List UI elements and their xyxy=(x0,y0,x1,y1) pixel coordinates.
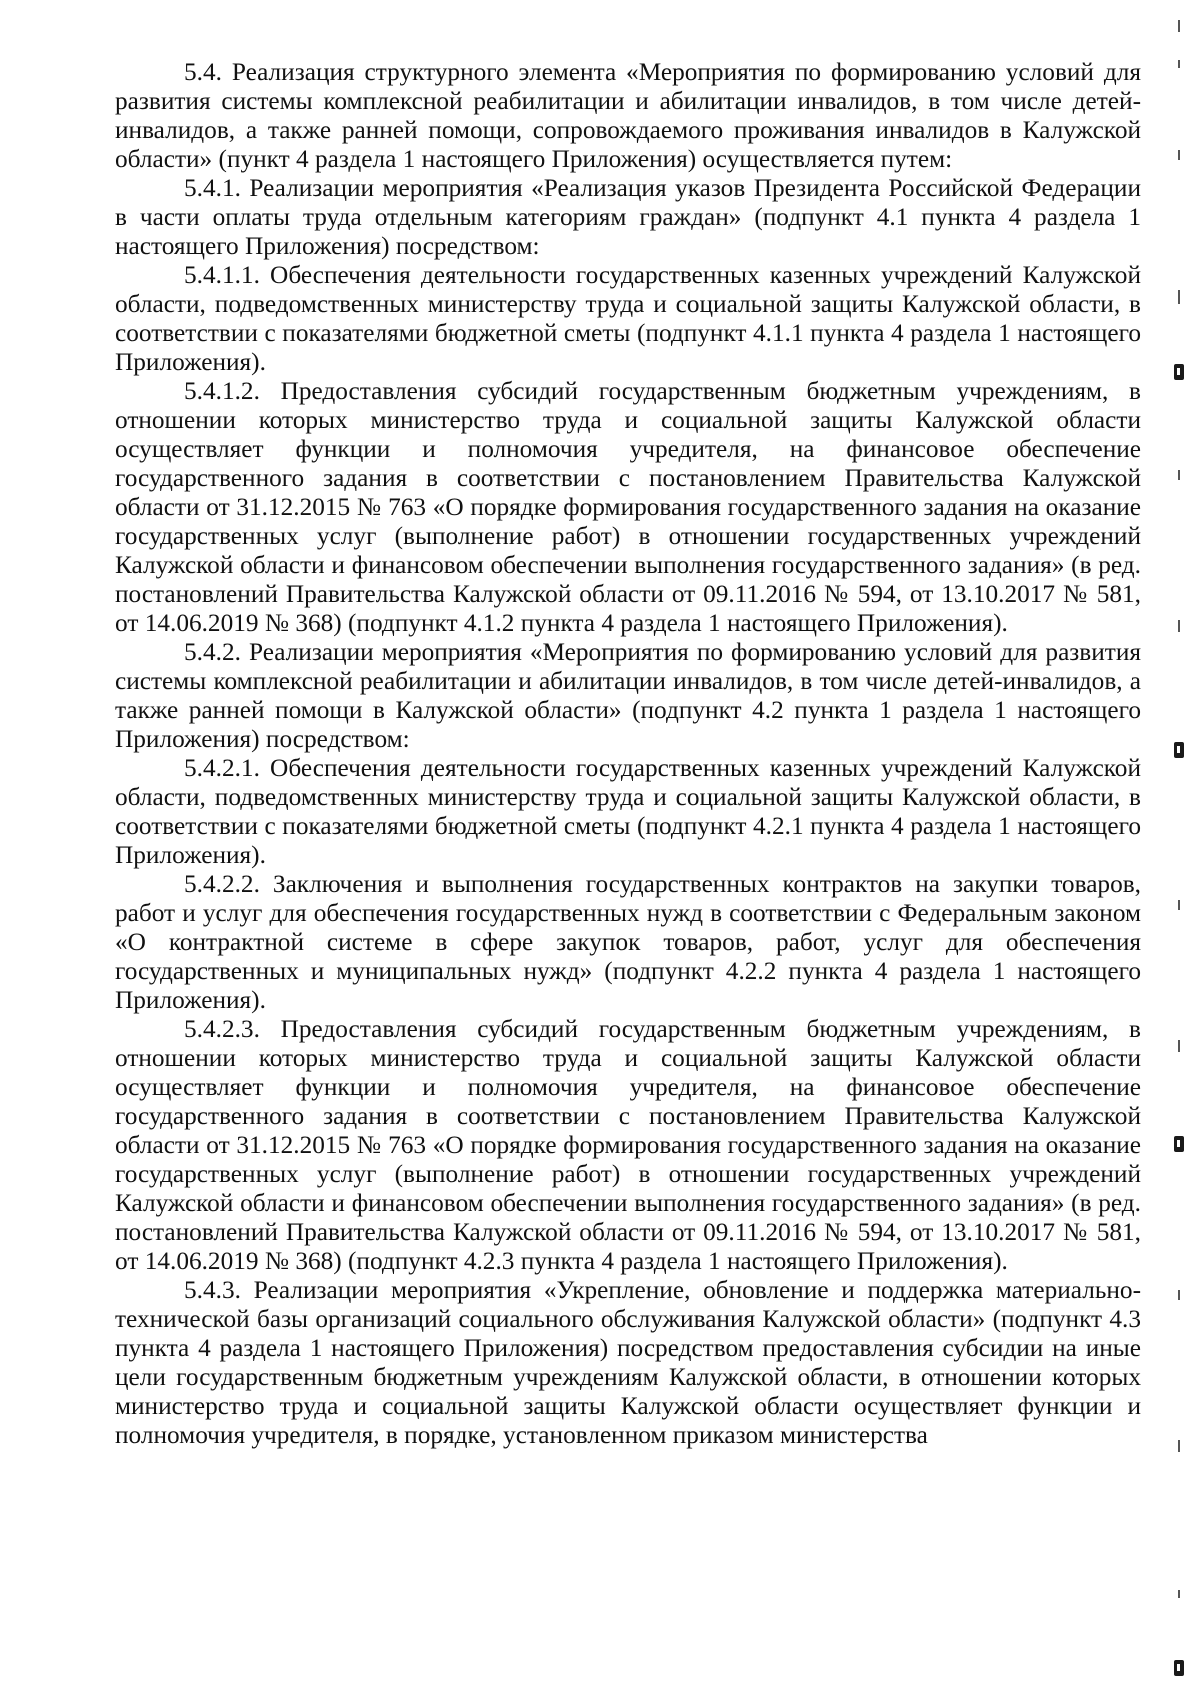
scan-dash-mark xyxy=(1178,1590,1180,1598)
paragraph-5-4-2-1: 5.4.2.1. Обеспечения деятельности государственных казенных учреждений Калужской области, подведомственных министерству труда и социальной защиты Калужской области, в соответствии с показателями бюджетной сметы (подпункт 4.2.1 пункта 4 раздела 1 настоящего Приложения). xyxy=(115,754,1141,869)
scan-dash-mark xyxy=(1178,60,1180,68)
scan-dash-mark xyxy=(1178,470,1180,480)
binding-hole-icon xyxy=(1174,742,1184,758)
paragraph-5-4-1-2: 5.4.1.2. Предоставления субсидий государственным бюджетным учреждениям, в отношении которых министерство труда и социальной защиты Калужской области осуществляет функции и полномочия учредителя, на финансовое обеспечение государственного задания в соответствии с постановлением Правительства Калужской области от 31.12.2015 № 763 «О порядке формирования государственного задания на оказание государственных услуг (выполнение работ) в отношении государственных учреждений Калужской области и финансовом обеспечении выполнения государственного задания» (в ред. постановлений Правительства Калужской области от 09.11.2016 № 594, от 13.10.2017 № 581, от 14.06.2019 № 368) (подпункт 4.1.2 пункта 4 раздела 1 настоящего Приложения). xyxy=(115,377,1141,637)
scan-dash-mark xyxy=(1178,20,1180,32)
binding-hole-icon xyxy=(1174,364,1184,380)
paragraph-5-4-2: 5.4.2. Реализации мероприятия «Мероприятия по формированию условий для развития системы комплексной реабилитации и абилитации инвалидов, в том числе детей-инвалидов, а также ранней помощи в Калужской области» (подпункт 4.2 пункта 1 раздела 1 настоящего Приложения) посредством: xyxy=(115,638,1141,753)
paragraph-5-4-3: 5.4.3. Реализации мероприятия «Укрепление, обновление и поддержка материально-технической базы организаций социального обслуживания Калужской области» (подпункт 4.3 пункта 4 раздела 1 настоящего Приложения) посредством предоставления субсидии на иные цели государственным бюджетным учреждениям Калужской области, в отношении которых министерство труда и социальной защиты Калужской области осуществляет функции и полномочия учредителя, в порядке, установленном приказом министерства xyxy=(115,1276,1141,1449)
paragraph-5-4-2-2: 5.4.2.2. Заключения и выполнения государственных контрактов на закупки товаров, работ и услуг для обеспечения государственных нужд в соответствии с Федеральным законом «О контрактной системе в сфере закупок товаров, работ, услуг для обеспечения государственных и муниципальных нужд» (подпункт 4.2.2 пункта 4 раздела 1 настоящего Приложения). xyxy=(115,870,1141,1014)
scan-dash-mark xyxy=(1178,290,1180,304)
scan-dash-mark xyxy=(1178,620,1180,632)
binding-hole-icon xyxy=(1174,1136,1184,1152)
scan-dash-mark xyxy=(1178,150,1180,160)
scan-dash-mark xyxy=(1178,1290,1180,1300)
scan-dash-mark xyxy=(1178,1440,1180,1452)
paragraph-5-4-2-3: 5.4.2.3. Предоставления субсидий государственным бюджетным учреждениям, в отношении которых министерство труда и социальной защиты Калужской области осуществляет функции и полномочия учредителя, на финансовое обеспечение государственного задания в соответствии с постановлением Правительства Калужской области от 31.12.2015 № 763 «О порядке формирования государственного задания на оказание государственных услуг (выполнение работ) в отношении государственных учреждений Калужской области и финансовом обеспечении выполнения государственного задания» (в ред. постановлений Правительства Калужской области от 09.11.2016 № 594, от 13.10.2017 № 581, от 14.06.2019 № 368) (подпункт 4.2.3 пункта 4 раздела 1 настоящего Приложения). xyxy=(115,1015,1141,1275)
scan-dash-mark xyxy=(1178,1040,1180,1052)
paragraph-5-4: 5.4. Реализация структурного элемента «Мероприятия по формированию условий для развития системы комплексной реабилитации и абилитации инвалидов, в том числе детей-инвалидов, а также ранней помощи, сопровождаемого проживания инвалидов в Калужской области» (пункт 4 раздела 1 настоящего Приложения) осуществляется путем: xyxy=(115,58,1141,173)
paragraph-5-4-1-1: 5.4.1.1. Обеспечения деятельности государственных казенных учреждений Калужской области, подведомственных министерству труда и социальной защиты Калужской области, в соответствии с показателями бюджетной сметы (подпункт 4.1.1 пункта 4 раздела 1 настоящего Приложения). xyxy=(115,261,1141,376)
document-body xyxy=(115,58,1141,1450)
paragraph-5-4-1: 5.4.1. Реализации мероприятия «Реализация указов Президента Российской Федерации в части оплаты труда отдельным категориям граждан» (подпункт 4.1 пункта 4 раздела 1 настоящего Приложения) посредством: xyxy=(115,174,1141,260)
scan-dash-mark xyxy=(1178,900,1180,910)
binding-hole-icon xyxy=(1174,1660,1184,1676)
scan-edge-marks xyxy=(1170,0,1200,1689)
